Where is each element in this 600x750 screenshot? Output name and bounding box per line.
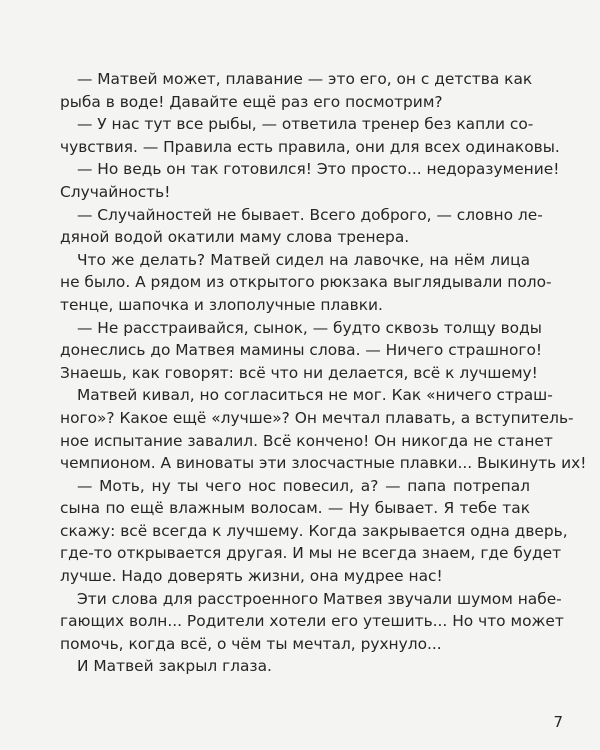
text-line: лучше. Надо доверять жизни, она мудрее нас!	[60, 567, 443, 586]
text-line: рыба в воде! Давайте ещё раз его посмотрим?	[60, 92, 443, 111]
text-line: — Не расстраивайся, сынок, — будто сквозь толщу воды	[77, 318, 542, 337]
text-line: — Случайностей не бывает. Всего доброго, — словно ле-	[77, 205, 543, 224]
text-line: тенце, шапочка и злополучные плавки.	[60, 295, 383, 314]
text-line: Случайность!	[60, 182, 171, 201]
text-line: помочь, когда всё, о чём ты мечтал, рухнуло...	[60, 634, 442, 653]
text-line: донеслись до Матвея мамины слова. — Ничего страшного!	[60, 341, 543, 360]
text-line: чемпионом. А виноваты эти злосчастные плавки... Выкинуть их!	[60, 454, 587, 473]
text-line: Матвей кивал, но согласиться не мог. Как «ничего страш-	[77, 386, 553, 405]
text-line: где-то открывается другая. И мы не всегда знаем, где будет	[60, 544, 562, 563]
text-line: Эти слова для расстроенного Матвея звучали шумом набе-	[77, 589, 562, 608]
text-line: чувствия. — Правила есть правила, они для всех одинаковы.	[60, 137, 560, 156]
text-line: — Моть, ну ты чего нос повесил, а? — папа потрепал	[77, 476, 530, 495]
text-line: И Матвей закрыл глаза.	[77, 657, 272, 676]
text-line: Знаешь, как говорят: всё что ни делается, всё к лучшему!	[60, 363, 538, 382]
text-line: ного»? Какое ещё «лучше»? Он мечтал плавать, а вступитель-	[60, 408, 574, 427]
page-number: 7	[553, 713, 563, 731]
text-line: — Матвей может, плавание — это его, он с детства как	[77, 70, 533, 88]
text-line: не было. А рядом из открытого рюкзака выглядывали поло-	[60, 273, 552, 292]
text-line: — У нас тут все рыбы, — ответила тренер без капли со-	[77, 115, 534, 134]
text-line: — Но ведь он так готовился! Это просто... недоразумение!	[77, 160, 560, 179]
text-line: скажу: всё всегда к лучшему. Когда закрывается одна дверь,	[60, 521, 568, 540]
text-line: гающих волн... Родители хотели его утешить... Но что может	[60, 612, 564, 631]
text-line: ное испытание завалил. Всё кончено! Он никогда не станет	[60, 431, 553, 450]
text-line: сына по ещё влажным волосам. — Ну бывает. Я тебе так	[60, 499, 530, 518]
text-line: Что же делать? Матвей сидел на лавочке, на нём лица	[77, 250, 530, 269]
story-text	[60, 68, 587, 678]
text-line: дяной водой окатили маму слова тренера.	[60, 228, 410, 247]
